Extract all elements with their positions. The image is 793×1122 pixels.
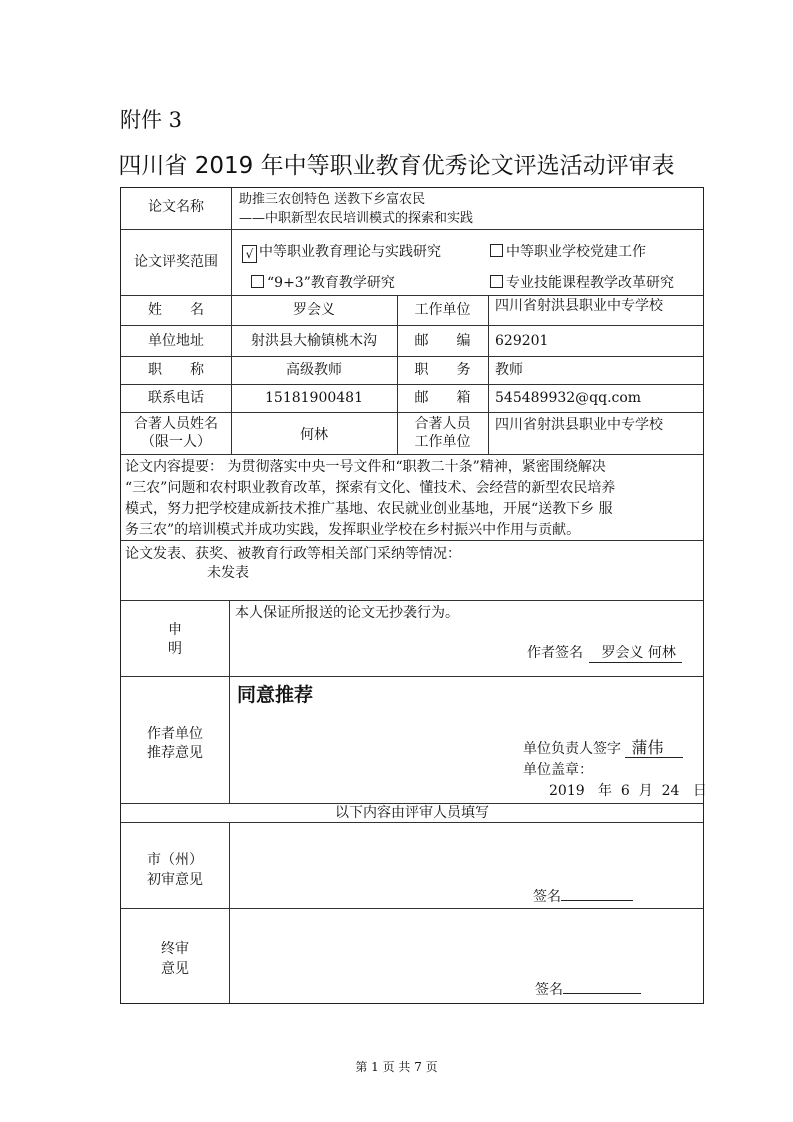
address-label: 单位地址 (148, 333, 204, 349)
scope-option-skills[interactable]: 专业技能课程教学改革研究 (490, 274, 674, 292)
attachment-label: 附件 3 (120, 108, 183, 132)
final-signature[interactable]: 签名 (535, 979, 641, 999)
position-label: 职 务 (414, 362, 471, 378)
checked-box-icon[interactable]: √ (242, 245, 257, 263)
final-review-label: 终审 (161, 941, 189, 957)
seal-label: 单位盖章： (523, 762, 593, 778)
declaration-label: 明 (168, 641, 182, 657)
scope-option-party[interactable]: 中等职业学校党建工作 (490, 243, 646, 261)
phone-value: 15181900481 (265, 390, 363, 406)
abstract-line: 务三农”的培训模式并成功实践，发挥职业学校在乡村振兴中作用与贡献。 (125, 522, 581, 538)
coauthor-label-line2: （限一人） (141, 434, 211, 450)
coauthor-unit-label-line2: 工作单位 (414, 434, 471, 450)
review-form (120, 187, 707, 1004)
reviewer-section-header: 以下内容由评审人员填写 (335, 805, 489, 821)
author-sign-value: 罗会义 何林 (589, 644, 681, 663)
publication-label: 论文发表、获奖、被教育行政等相关部门采纳等情况： (125, 546, 461, 562)
city-review-label: 初审意见 (147, 872, 203, 888)
city-sign-field[interactable] (561, 886, 633, 901)
declaration-text: 本人保证所报送的论文无抄袭行为。 (235, 605, 459, 621)
declaration-label: 申 (168, 622, 182, 638)
city-signature[interactable]: 签名 (533, 886, 633, 906)
recommend-label: 推荐意见 (147, 745, 203, 761)
position-value: 教师 (495, 362, 523, 378)
paper-title-line1: 助推三农创特色 送教下乡富农民 (239, 192, 426, 207)
city-review-label: 市（州） (147, 852, 203, 868)
phone-label: 联系电话 (148, 390, 204, 406)
title-value: 高级教师 (286, 362, 342, 378)
paper-name-label: 论文名称 (148, 199, 204, 215)
checkbox-icon[interactable] (490, 275, 503, 288)
coauthor-value: 何林 (300, 427, 328, 443)
sign-date: 2019 年 6 月 24 日 (549, 783, 707, 799)
title-label: 职 称 (148, 362, 204, 378)
leader-sign-value: 蒲伟 (625, 739, 683, 758)
coauthor-unit-value: 四川省射洪县职业中专学校 (495, 417, 663, 433)
scope-label: 论文评奖范围 (134, 254, 218, 270)
postcode-label: 邮 编 (414, 333, 471, 349)
abstract-line: “三农”问题和农村职业教育改革，探索有文化、懂技术、会经营的新型农民培养 (125, 480, 616, 496)
abstract-line: 模式，努力把学校建成新技术推广基地、农民就业创业基地，开展“送教下乡 服 (125, 501, 613, 517)
final-sign-field[interactable] (563, 979, 641, 994)
name-label: 姓 名 (148, 302, 204, 318)
abstract-line: 论文内容提要： 为贯彻落实中央一号文件和“职教二十条”精神，紧密围绕解决 (125, 459, 606, 475)
checkbox-icon[interactable] (251, 275, 264, 288)
workplace-value: 四川省射洪县职业中专学校 (495, 298, 663, 314)
paper-title-line2: ——中职新型农民培训模式的探索和实践 (239, 211, 474, 226)
email-value: 545489932@qq.com (495, 390, 642, 406)
name-value: 罗会义 (293, 302, 335, 318)
page-title: 四川省 2019 年中等职业教育优秀论文评选活动评审表 (118, 153, 675, 179)
coauthor-unit-label-line1: 合著人员 (414, 416, 471, 432)
recommend-text: 同意推荐 (237, 684, 314, 706)
coauthor-label-line1: 合著人员姓名 (134, 416, 218, 432)
postcode-value: 629201 (495, 333, 549, 349)
scope-option-9plus3[interactable]: “9+3”教育教学研究 (251, 274, 395, 292)
publication-value: 未发表 (207, 565, 249, 581)
email-label: 邮 箱 (414, 390, 471, 406)
final-review-label: 意见 (161, 961, 189, 977)
author-signature: 作者签名 罗会义 何林 (527, 644, 682, 663)
scope-option-theory[interactable]: √ 中等职业教育理论与实践研究 (242, 243, 441, 263)
address-value: 射洪县大榆镇桃木沟 (251, 333, 377, 349)
page-footer: 第 1 页 共 7 页 (355, 1060, 438, 1074)
recommend-label: 作者单位 (147, 726, 203, 742)
checkbox-icon[interactable] (490, 244, 503, 257)
leader-signature: 单位负责人签字 蒲伟 (523, 739, 683, 758)
workplace-label: 工作单位 (414, 302, 471, 318)
